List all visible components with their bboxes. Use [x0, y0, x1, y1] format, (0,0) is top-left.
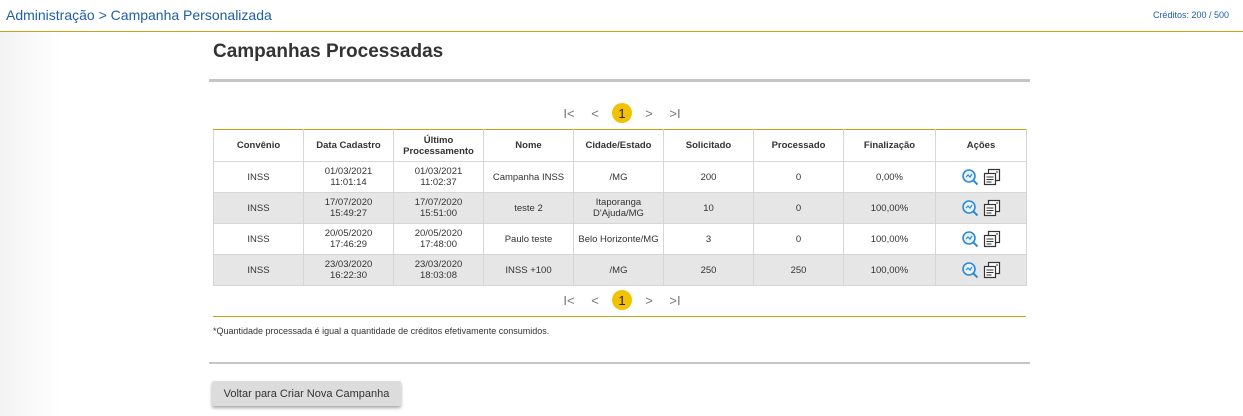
cell-data-cadastro — [304, 255, 394, 286]
row-actions — [938, 261, 1024, 279]
table-header-row — [214, 130, 1027, 162]
magnifier-icon[interactable] — [961, 199, 979, 217]
magnifier-icon[interactable] — [961, 230, 979, 248]
top-bar — [0, 0, 1243, 32]
cell-cidade-estado: /MG — [574, 162, 664, 193]
cell-ultimo-processamento — [394, 224, 484, 255]
report-icon[interactable] — [983, 199, 1001, 217]
row-actions — [938, 168, 1024, 186]
cell-finalizacao: 100,00% — [844, 224, 936, 255]
breadcrumb-separator: > — [98, 7, 107, 23]
cell-ultimo-processamento — [394, 193, 484, 224]
cell-finalizacao: 100,00% — [844, 255, 936, 286]
cell-time: 11:02:37 — [420, 177, 457, 188]
breadcrumb-current[interactable]: Campanha Personalizada — [110, 7, 272, 23]
current-page-badge[interactable]: 1 — [612, 290, 632, 310]
last-page-button[interactable]: >I — [669, 105, 681, 121]
left-shade — [0, 32, 60, 416]
first-page-button[interactable]: I< — [563, 292, 575, 308]
column-header-convenio: Convênio — [214, 130, 304, 162]
table-bottom-rule — [213, 316, 1026, 317]
cell-finalizacao: 100,00% — [844, 193, 936, 224]
column-header-cidade-estado: Cidade/Estado — [574, 130, 664, 162]
column-header-processado: Processado — [754, 130, 844, 162]
cell-cidade-estado: /MG — [574, 255, 664, 286]
cell-processado: 0 — [754, 224, 844, 255]
column-header-solicitado: Solicitado — [664, 130, 754, 162]
cell-nome: Campanha INSS — [484, 162, 574, 193]
campaigns-table — [213, 129, 1027, 286]
cell-convenio: INSS — [214, 255, 304, 286]
cell-date: 23/03/2020 — [414, 259, 463, 270]
footnote: *Quantidade processada é igual a quantidade de créditos efetivamente consumidos. — [213, 326, 550, 336]
table-row — [214, 224, 1027, 255]
breadcrumb — [6, 7, 272, 23]
cell-date: 23/03/2020 — [324, 259, 373, 270]
page-title: Campanhas Processadas — [213, 41, 444, 62]
cell-date: 01/03/2021 — [324, 166, 373, 177]
cell-data-cadastro — [304, 162, 394, 193]
cell-time: 18:03:08 — [420, 270, 457, 281]
cell-nome: Paulo teste — [484, 224, 574, 255]
row-actions — [938, 199, 1024, 217]
prev-page-button[interactable]: < — [591, 105, 599, 121]
cell-cidade-estado: Belo Horizonte/MG — [574, 224, 664, 255]
cell-processado: 0 — [754, 193, 844, 224]
cell-time: 11:01:14 — [330, 177, 367, 188]
cell-processado: 0 — [754, 162, 844, 193]
breadcrumb-root-link[interactable]: Administração — [6, 7, 95, 23]
column-header-data-cadastro: Data Cadastro — [304, 130, 394, 162]
table-row — [214, 193, 1027, 224]
column-header-nome: Nome — [484, 130, 574, 162]
cell-solicitado: 200 — [664, 162, 754, 193]
magnifier-icon[interactable] — [961, 168, 979, 186]
cell-date: 01/03/2021 — [414, 166, 463, 177]
pager-bottom — [560, 290, 684, 310]
row-actions — [938, 230, 1024, 248]
cell-ultimo-processamento — [394, 162, 484, 193]
magnifier-icon[interactable] — [961, 261, 979, 279]
cell-convenio: INSS — [214, 193, 304, 224]
cell-date: 17/07/2020 — [414, 197, 463, 208]
cell-time: 15:51:00 — [420, 208, 457, 219]
cell-solicitado: 3 — [664, 224, 754, 255]
pager-top — [560, 103, 684, 123]
next-page-button[interactable]: > — [645, 105, 653, 121]
cell-convenio: INSS — [214, 162, 304, 193]
cell-time: 16:22:30 — [330, 270, 367, 281]
cell-date: 20/05/2020 — [324, 228, 373, 239]
cell-acoes — [936, 224, 1027, 255]
footer-divider — [209, 362, 1030, 364]
report-icon[interactable] — [983, 230, 1001, 248]
cell-solicitado: 250 — [664, 255, 754, 286]
last-page-button[interactable]: >I — [669, 292, 681, 308]
credits-counter: Créditos: 200 / 500 — [1152, 10, 1229, 20]
cell-time: 17:46:29 — [330, 239, 367, 250]
cell-date: 17/07/2020 — [324, 197, 373, 208]
cell-convenio: INSS — [214, 224, 304, 255]
cell-data-cadastro — [304, 193, 394, 224]
cell-time: 15:49:27 — [330, 208, 367, 219]
column-header-ultimo-processamento: Último Processamento — [394, 130, 484, 162]
current-page-badge[interactable]: 1 — [612, 103, 632, 123]
column-header-finalizacao: Finalização — [844, 130, 936, 162]
table-row — [214, 255, 1027, 286]
table-row — [214, 162, 1027, 193]
cell-nome: INSS +100 — [484, 255, 574, 286]
cell-processado: 250 — [754, 255, 844, 286]
cell-time: 17:48:00 — [420, 239, 457, 250]
cell-cidade-estado: Itaporanga D'Ajuda/MG — [574, 193, 664, 224]
cell-acoes — [936, 255, 1027, 286]
cell-date: 20/05/2020 — [414, 228, 463, 239]
report-icon[interactable] — [983, 261, 1001, 279]
cell-finalizacao: 0,00% — [844, 162, 936, 193]
first-page-button[interactable]: I< — [563, 105, 575, 121]
cell-acoes — [936, 193, 1027, 224]
report-icon[interactable] — [983, 168, 1001, 186]
column-header-acoes: Ações — [936, 130, 1027, 162]
cell-solicitado: 10 — [664, 193, 754, 224]
prev-page-button[interactable]: < — [591, 292, 599, 308]
cell-acoes — [936, 162, 1027, 193]
cell-data-cadastro — [304, 224, 394, 255]
next-page-button[interactable]: > — [645, 292, 653, 308]
back-to-create-campaign-button[interactable]: Voltar para Criar Nova Campanha — [212, 381, 401, 406]
cell-ultimo-processamento — [394, 255, 484, 286]
title-divider — [209, 79, 1030, 82]
cell-nome: teste 2 — [484, 193, 574, 224]
